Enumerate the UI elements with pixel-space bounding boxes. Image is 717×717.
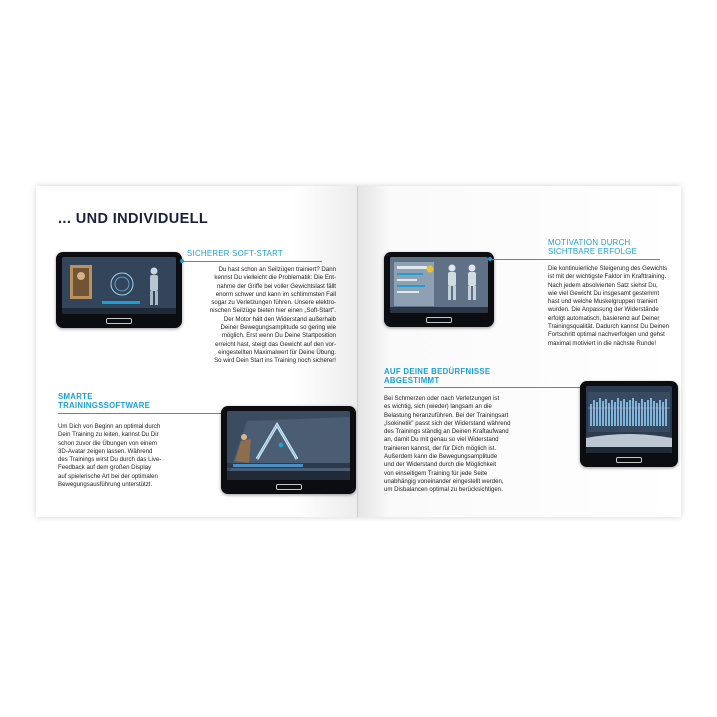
text-line: kennst Du vielleicht die Problematik: Die Ent- [214, 274, 336, 282]
software-screen-graphic [227, 411, 350, 480]
device-needs [580, 381, 678, 467]
device-logo-icon [616, 457, 642, 463]
text-line: Bewegungsausführung unterstützt. [58, 481, 153, 489]
text-line: Um Dich von Beginn an optimal durch [58, 423, 161, 430]
device-software [221, 406, 356, 494]
text-line: Feedback auf dem großen Display [58, 464, 152, 472]
section-body-needs [384, 395, 556, 495]
text-line: Deiner Bewegungsamplitude so gering wie [220, 324, 336, 332]
needs-screen-graphic [586, 386, 672, 453]
title-line: TRAININGSSOFTWARE [58, 401, 151, 410]
text-line: Dein Training zu leiten, kannst Du Dir [58, 431, 159, 439]
text-line: es wichtig, sich (wieder) langsam an die [384, 403, 492, 411]
text-line: maximal motiviert in die nächste Runde! [548, 339, 657, 347]
title-rule-software [58, 413, 224, 414]
title-line: SICHTBARE ERFOLGE [548, 247, 638, 256]
section-title-needs [384, 367, 490, 385]
text-line: wurden. Die Anpassung der Widerstände [548, 306, 659, 314]
text-line: nischen Seilzüge bieten hier einen „Soft-Start". [209, 307, 336, 315]
title-line: ABGESTIMMT [384, 376, 440, 385]
device-screen-soft-start [62, 257, 176, 314]
text-line: auf spielerische Art bei der optimalen [58, 472, 158, 480]
title-line: AUF DEINE BEDÜRFNISSE [384, 367, 491, 376]
text-line: erfolgt automatisch, basierend auf Deiner [548, 314, 660, 322]
text-line: eingestellten Maximalwert für Deine Übung. [218, 348, 336, 356]
text-line: trainieren kannst, der für Dich möglich ist. [384, 444, 497, 452]
device-motivation [384, 252, 494, 327]
title-rule-soft-start [182, 261, 322, 262]
soft-start-screen-graphic [62, 257, 176, 314]
text-line: des Trainings ständig an Deinen Kraftaufwand [384, 428, 509, 436]
text-line: unabhängig voneinander eingestellt werden, [384, 477, 504, 485]
device-screen-motivation [390, 257, 488, 313]
title-rule-motivation [490, 259, 660, 260]
text-line: hast und welche Muskelgruppen trainiert [548, 298, 658, 306]
text-line: Nach jedem absolvierten Satz siehst Du, [548, 281, 658, 289]
text-line: enorm schwer und kann im schlimmsten Fall [215, 290, 336, 298]
device-soft-start [56, 252, 182, 328]
text-line: um Disbalancen optimal zu berücksichtigen. [384, 486, 503, 494]
text-line: Die kontinuierliche Steigerung des Gewichts [548, 265, 668, 272]
section-body-software [58, 423, 218, 489]
device-logo-icon [426, 317, 452, 323]
text-line: 3D-Avatar zeigen lassen. Während [58, 447, 153, 455]
title-line: SMARTE [58, 392, 93, 401]
text-line: möglich. Erst wenn Du Deine Startposition [221, 332, 336, 340]
section-title-soft-start: SICHERER SOFT-START [187, 249, 283, 258]
text-line: Du hast schon an Seilzügen trainiert? Dann [218, 266, 336, 273]
text-line: und der Widerstand durch die Möglichkeit [384, 461, 497, 469]
text-line: Trainingsqualität. Dadurch kannst Du Deinen [548, 323, 670, 331]
section-title-motivation [548, 238, 637, 256]
motivation-screen-graphic [390, 257, 488, 313]
left-page [36, 186, 358, 517]
device-screen-needs [586, 386, 672, 453]
text-line: erreicht hast, steigt das Gewicht auf den vor- [215, 340, 336, 348]
main-title: ... UND INDIVIDUELL [58, 211, 209, 227]
text-line: Außerdem kann die Bewegungsamplitude [384, 453, 498, 461]
section-body-motivation [548, 265, 678, 348]
section-title-software [58, 392, 150, 410]
text-line: Fortschritt optimal nachverfolgen und gehst [548, 331, 665, 339]
text-line: Belastung heranzuführen. Bei der Trainingsart [384, 411, 509, 419]
text-line: des Trainings wirst Du durch das Live- [58, 456, 162, 464]
text-line: ist mit der wichtigste Faktor im Krafttraining. [548, 273, 667, 281]
title-line: MOTIVATION DURCH [548, 238, 631, 247]
device-logo-icon [106, 318, 132, 324]
text-line: Der Motor hält den Widerstand außerhalb [223, 315, 336, 323]
text-line: wie viel Gewicht Du insgesamt gestemmt [548, 289, 660, 297]
right-page [358, 186, 681, 517]
section-body-soft-start [176, 266, 336, 366]
text-line: So wird Dein Start ins Training noch sicherer! [214, 357, 336, 365]
title-rule-needs [384, 387, 582, 388]
device-logo-icon [276, 484, 302, 490]
text-line: an, damit Du mit genau so viel Widerstand [384, 436, 499, 444]
text-line: von einseitigem Training für jede Seite [384, 469, 488, 477]
text-line: Bei Schmerzen oder nach Verletzungen ist [384, 395, 500, 402]
brochure-spread [36, 186, 681, 517]
text-line: sogar zu Verletzungen führen. Unsere elektro- [211, 299, 336, 307]
text-line: nahme der Griffe bei voller Gewichtslast fällt [216, 282, 336, 290]
text-line: „Isokinetik" passt sich der Widerstand während [384, 419, 511, 427]
text-line: schon zuvor die Übungen von einem [58, 439, 157, 447]
device-screen-software [227, 411, 350, 480]
